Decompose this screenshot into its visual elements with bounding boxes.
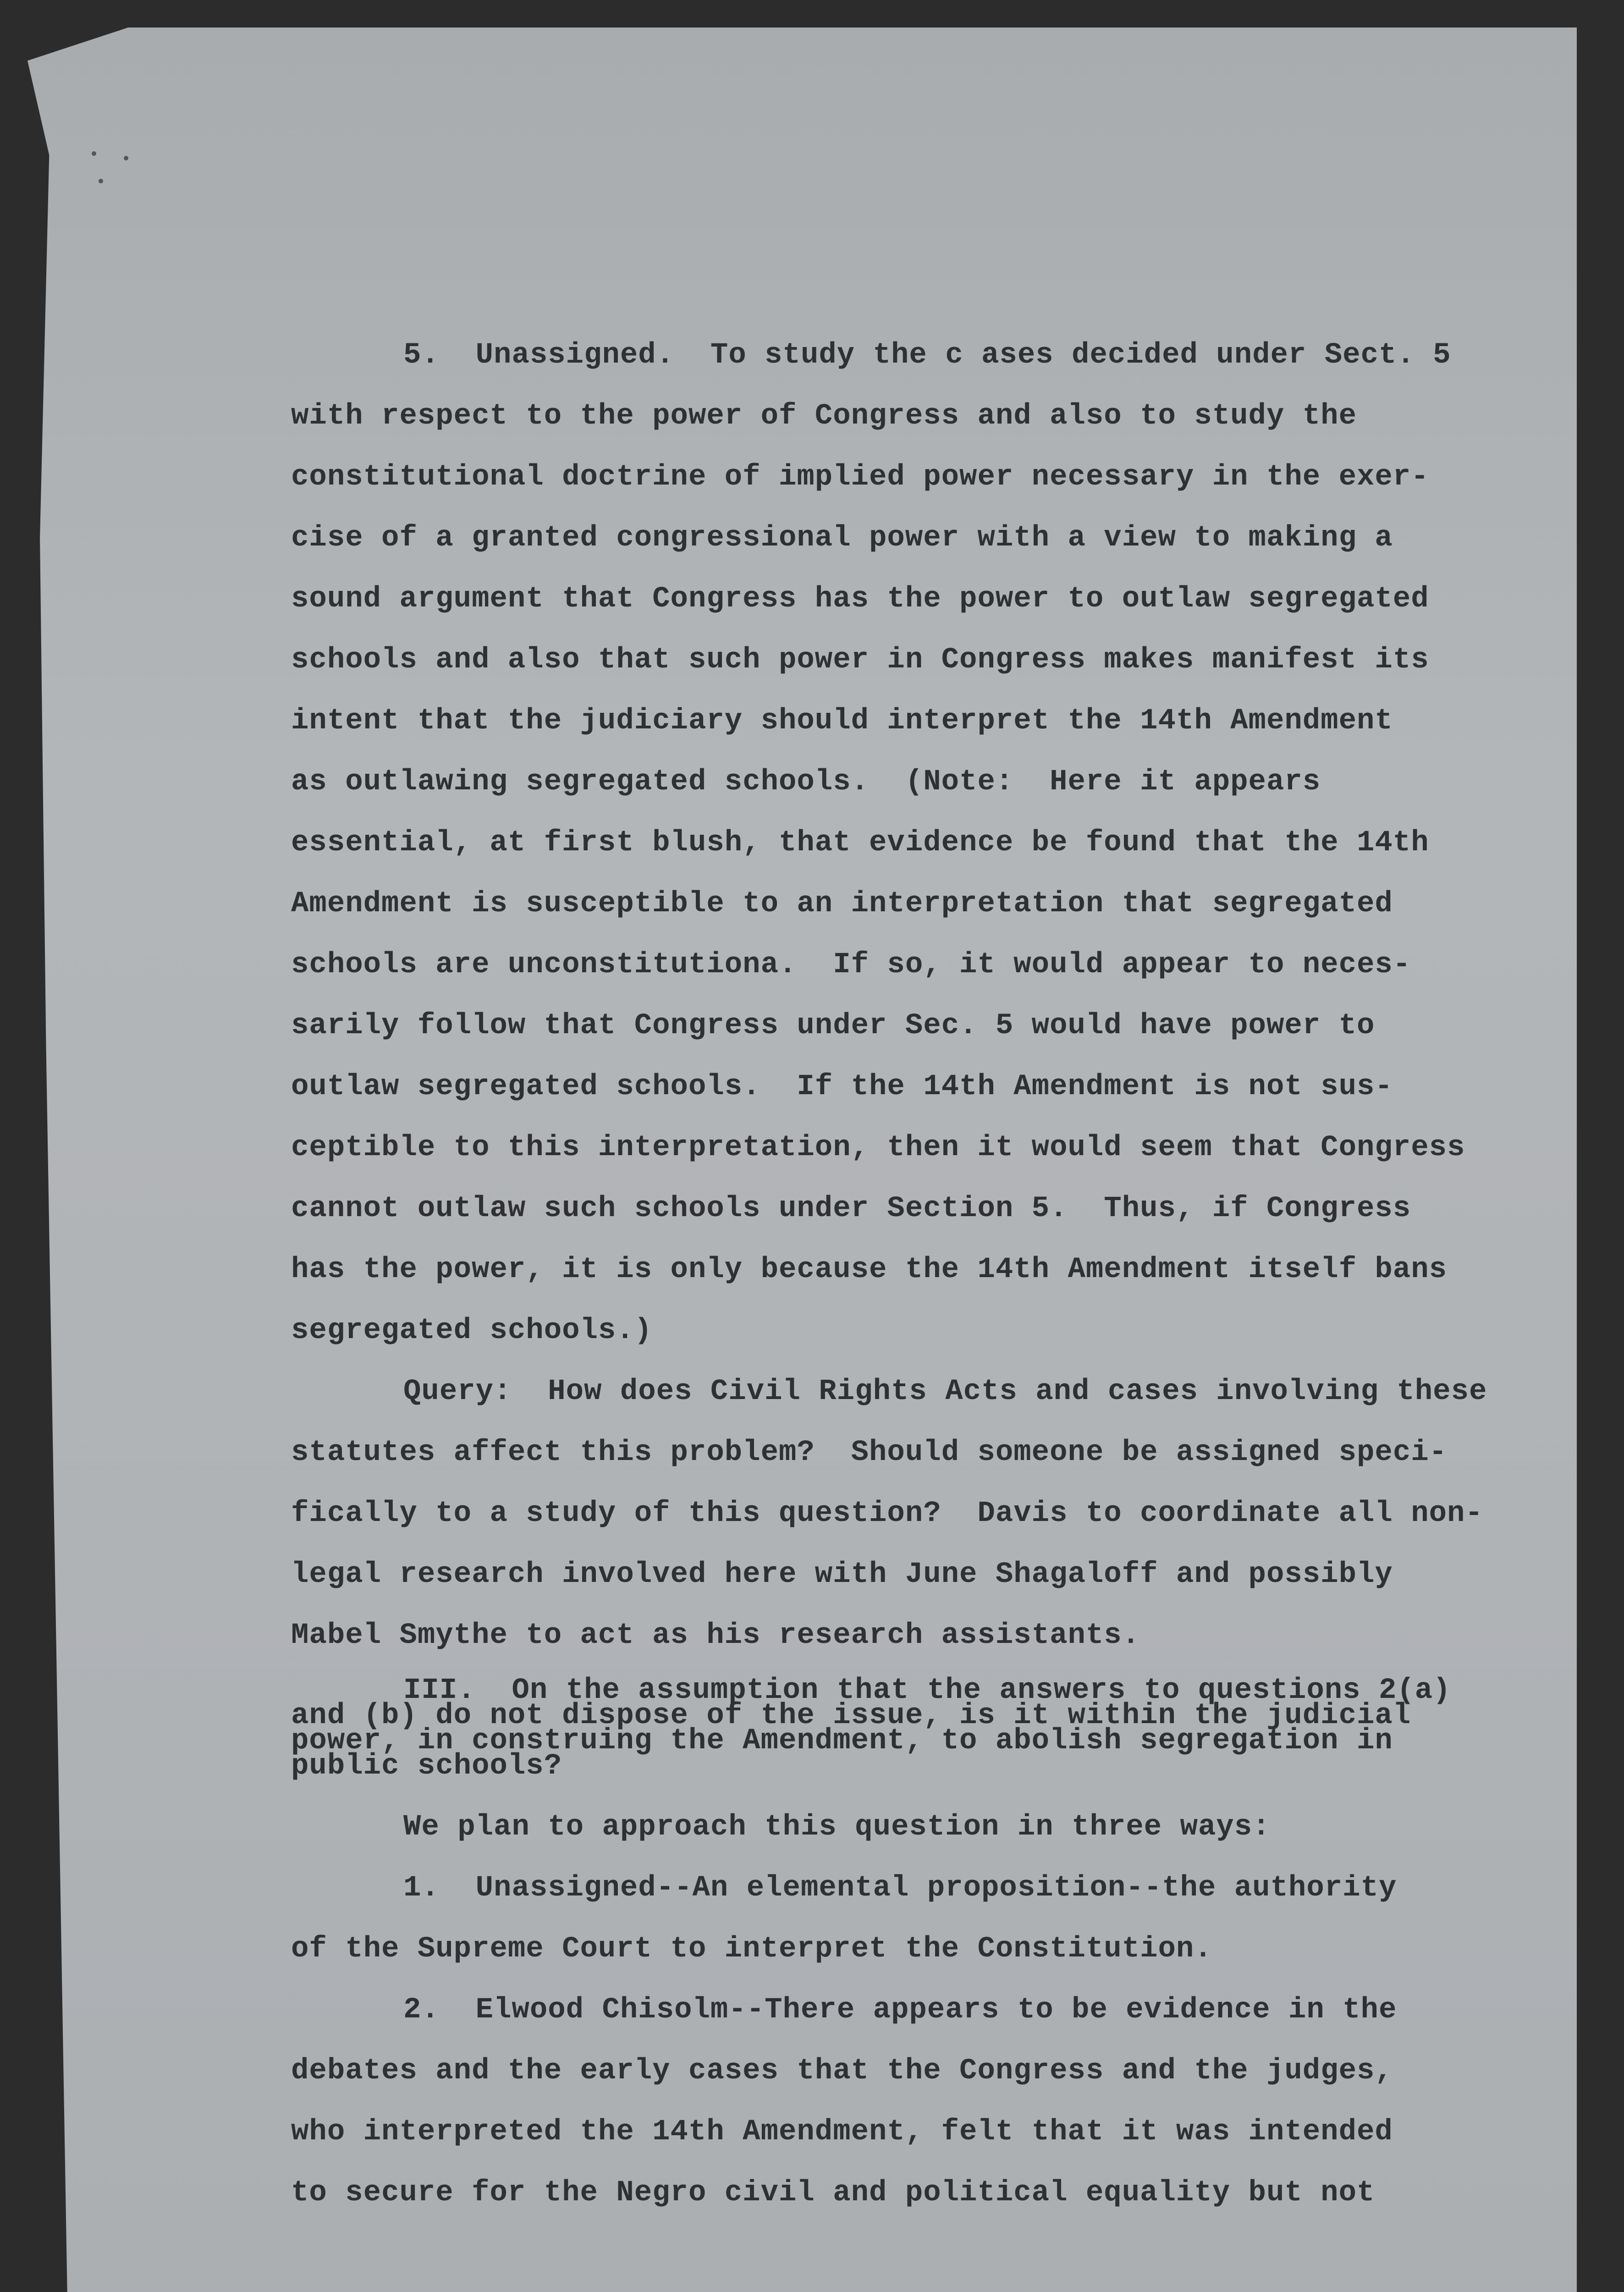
paragraph-section-iii — [291, 1674, 1529, 1783]
text-line: has the power, it is only because the 14th Amendment itself bans — [291, 1253, 1447, 1286]
paragraph-approach — [291, 1809, 1529, 1870]
text-line: Amendment is susceptible to an interpretation that segregated — [291, 887, 1393, 920]
margin-mark — [92, 151, 96, 156]
text-line: fically to a study of this question? Davis to coordinate all non- — [291, 1497, 1483, 1530]
paragraph-item-1 — [291, 1870, 1529, 1992]
text-line: of the Supreme Court to interpret the Constitution. — [291, 1933, 1212, 1966]
text-line: public schools? — [291, 1750, 562, 1783]
paragraph-item-2 — [291, 1992, 1529, 2236]
text-line: debates and the early cases that the Congress and the judges, — [291, 2055, 1393, 2088]
text-line: constitutional doctrine of implied power necessary in the exer- — [291, 461, 1429, 494]
text-line: power, in construing the Amendment, to abolish segregation in — [291, 1725, 1393, 1758]
text-line: and (b) do not dispose of the issue, is it within the judicial — [291, 1699, 1411, 1732]
text-line: legal research involved here with June Shagaloff and possibly — [291, 1558, 1393, 1591]
text-line: 5. Unassigned. To study the c ases decided under Sect. 5 — [403, 339, 1451, 372]
text-line: as outlawing segregated schools. (Note: Here it appears — [291, 766, 1321, 799]
text-line: ceptible to this interpretation, then it would seem that Congress — [291, 1131, 1465, 1164]
text-line: essential, at first blush, that evidence be found that the 14th — [291, 826, 1429, 860]
text-line: Mabel Smythe to act as his research assistants. — [291, 1619, 1140, 1652]
text-line: schools are unconstitutiona. If so, it would appear to neces- — [291, 948, 1411, 981]
text-line: segregated schools.) — [291, 1314, 653, 1347]
margin-mark — [124, 156, 128, 160]
text-line: with respect to the power of Congress and also to study the — [291, 400, 1357, 433]
text-line: schools and also that such power in Congress makes manifest its — [291, 644, 1429, 677]
text-line: Query: How does Civil Rights Acts and cases involving these — [403, 1375, 1487, 1408]
paragraph-unassigned-5 — [291, 337, 1529, 1373]
paragraph-query — [291, 1373, 1529, 1678]
text-line: 2. Elwood Chisolm--There appears to be evidence in the — [403, 1994, 1397, 2027]
text-line: to secure for the Negro civil and political equality but not — [291, 2176, 1375, 2209]
text-line: outlaw segregated schools. If the 14th Amendment is not sus- — [291, 1070, 1393, 1103]
text-line: cannot outlaw such schools under Section 5. Thus, if Congress — [291, 1192, 1411, 1225]
text-line: statutes affect this problem? Should someone be assigned speci- — [291, 1436, 1447, 1469]
document-body — [291, 337, 1529, 2236]
margin-mark — [99, 179, 103, 183]
text-line: III. On the assumption that the answers to questions 2(a) — [403, 1674, 1451, 1707]
text-line: sarily follow that Congress under Sec. 5 would have power to — [291, 1009, 1375, 1042]
text-line: who interpreted the 14th Amendment, felt that it was intended — [291, 2116, 1393, 2149]
text-line: We plan to approach this question in three ways: — [403, 1811, 1271, 1844]
text-line: intent that the judiciary should interpret the 14th Amendment — [291, 705, 1393, 738]
text-line: cise of a granted congressional power with a view to making a — [291, 522, 1393, 555]
text-line: sound argument that Congress has the power to outlaw segregated — [291, 583, 1429, 616]
text-line: 1. Unassigned--An elemental proposition--the authority — [403, 1872, 1397, 1905]
